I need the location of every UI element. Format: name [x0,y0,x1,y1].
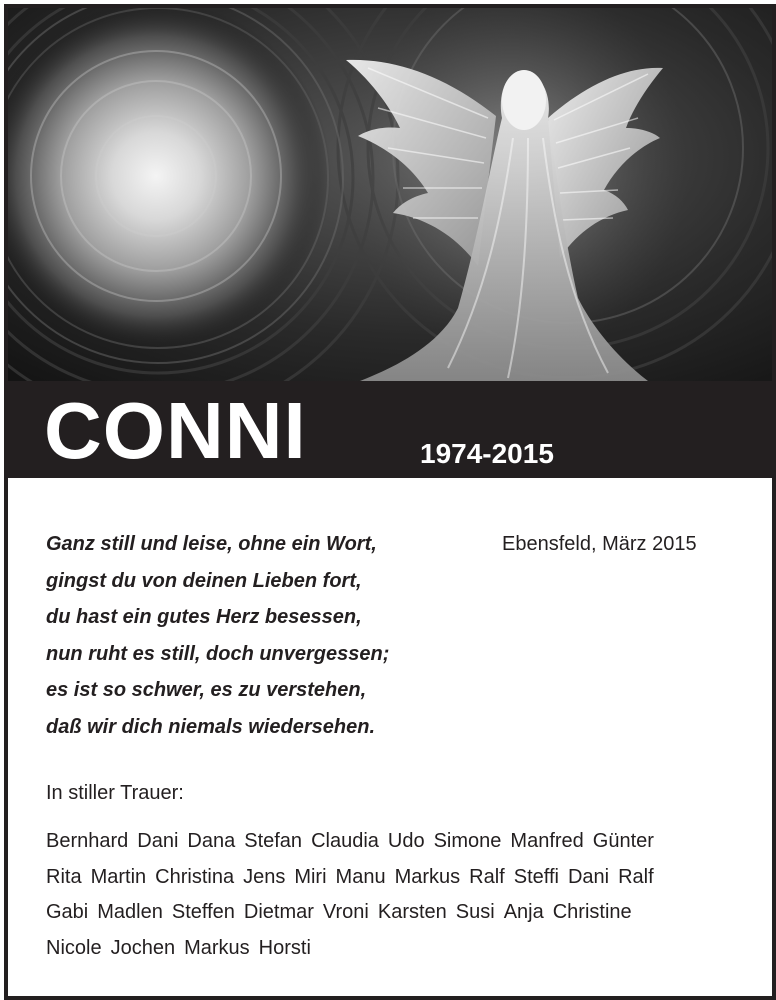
mourner-name: Udo [387,830,425,852]
mourner-name: Ralf [618,865,654,888]
place-date: Ebensfeld, März 2015 [502,533,697,555]
mourner-name: Susi [455,901,495,923]
angel-painting [8,8,772,381]
mourner-name: Horsti [258,936,311,959]
mourner-name: Manu [335,865,386,888]
poem-line: nun ruht es still, doch unvergessen; [46,642,390,665]
mourner-row [46,931,736,967]
mourner-name: Jens [243,865,286,888]
mourner-name: Martin [90,865,147,888]
mourner-row [46,860,736,896]
poem [46,526,389,746]
mourner-name: Miri [294,865,327,888]
mourner-name: Nicole [46,936,102,959]
mourner-name: Steffi [513,865,559,888]
life-years: 1974-2015 [420,438,554,469]
mourner-name: Markus [184,936,250,959]
mourner-name: Christine [552,901,632,923]
poem-line: es ist so schwer, es zu verstehen, [46,679,367,702]
mourner-name: Dana [187,830,236,852]
mourner-name: Dietmar [243,901,314,923]
obituary-notice [4,4,776,1000]
mourner-name: Jochen [110,936,176,959]
mourner-name: Markus [394,865,461,888]
mourner-name: Stefan [244,830,303,852]
mourner-name: Bernhard [46,830,129,852]
angel-painting-svg [8,8,772,381]
mourner-name: Steffen [171,901,235,923]
mourner-name: Dani [567,865,610,888]
mourner-list [46,824,736,966]
mourner-name: Simone [433,830,502,852]
mourner-name: Vroni [322,901,369,923]
mourning-label: In stiller Trauer: [46,782,184,804]
mourner-name: Christina [155,865,235,888]
mourner-name: Ralf [469,865,505,888]
poem-line: Ganz still und leise, ohne ein Wort, [46,533,377,555]
poem-line: du hast ein gutes Herz besessen, [46,606,362,629]
mourner-row [46,895,736,931]
mourner-name: Claudia [311,830,379,852]
poem-line: daß wir dich niemals wiedersehen. [46,715,375,738]
mourner-name: Manfred [510,830,584,852]
mourner-name: Rita [46,865,82,888]
deceased-name: CONNI [44,386,307,475]
mourner-name: Dani [137,830,179,852]
mourner-name: Anja [503,901,544,923]
name-band [8,381,772,478]
mourner-name: Karsten [377,901,447,923]
poem-line: gingst du von deinen Lieben fort, [46,569,362,592]
mourner-name: Gabi [46,901,89,923]
mourner-name: Günter [592,830,654,852]
mourner-row [46,824,736,860]
mourner-name: Madlen [97,901,163,923]
